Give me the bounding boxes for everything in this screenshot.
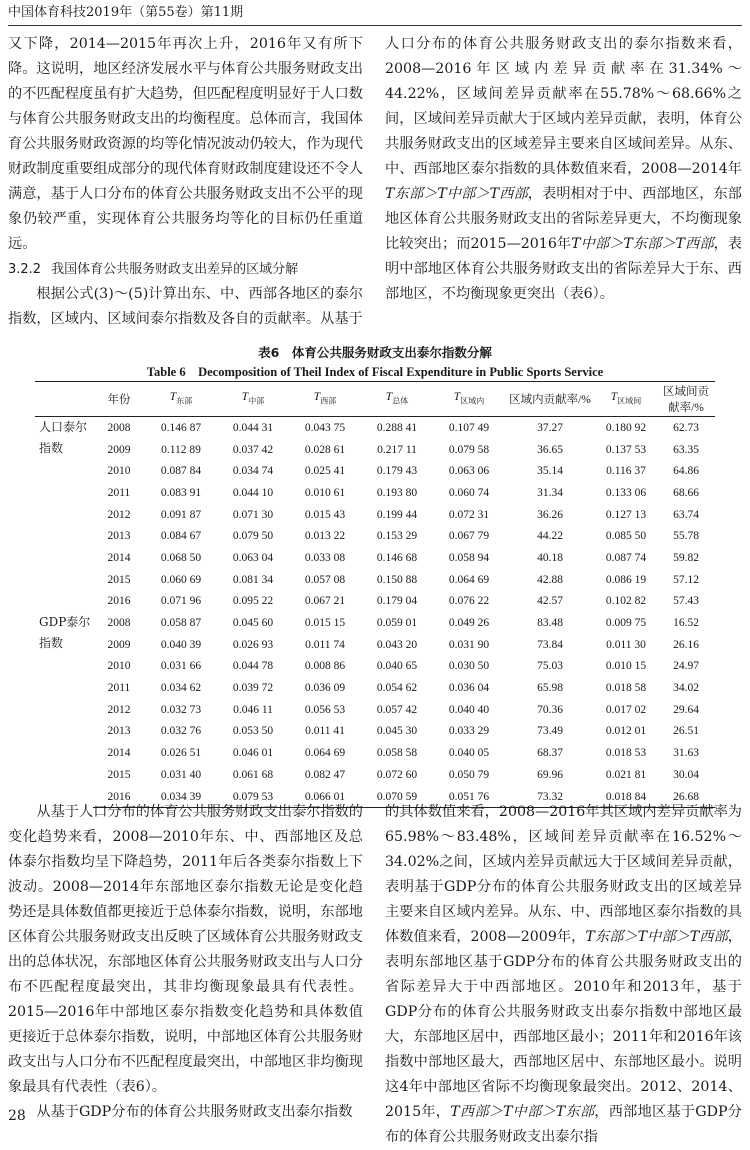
- table-row: [35, 634, 715, 656]
- table-cell: 0.040 40: [448, 703, 490, 716]
- table-cell: 0.079 50: [232, 530, 274, 543]
- table-row: [35, 460, 715, 482]
- table-cell: 0.133 06: [605, 486, 647, 499]
- table-cell: 16.52: [673, 617, 699, 630]
- table-cell: 73.32: [505, 786, 595, 808]
- table-cell: 0.034 39: [145, 786, 217, 808]
- table-cell: 0.040 39: [160, 638, 202, 651]
- table-cell: 0.217 11: [377, 443, 417, 456]
- paragraph-text: ，西部地区基于GDP分布的体育公共服务财政支出泰尔指: [385, 1104, 742, 1145]
- table-row: [35, 569, 715, 591]
- table-cell: 0.072 60: [376, 768, 418, 781]
- table-row: [35, 591, 715, 613]
- table-row: [35, 764, 715, 786]
- table-cell: 36.65: [537, 443, 563, 456]
- inequality-expression: T中部＞T东部＞T西部: [571, 236, 714, 252]
- table-cell: 2014: [107, 747, 131, 760]
- table-cell: 0.116 37: [606, 465, 646, 478]
- header-inter-rate: 区域间贡献率/%: [657, 382, 715, 417]
- table-cell: 0.127 13: [605, 508, 647, 521]
- top-left-column: [8, 32, 363, 332]
- table-cell: 0.049 26: [448, 617, 490, 630]
- table-cell: 2015: [107, 573, 131, 586]
- table-cell: 0.034 74: [232, 465, 274, 478]
- table-cell: 0.045 60: [232, 617, 274, 630]
- paragraph: [385, 800, 742, 1150]
- table-cell: 63.35: [673, 443, 699, 456]
- paragraph: 又下降，2014—2015年再次上升，2016年又有所下降。这说明，地区经济发展水平与体育公共服务财政支出的不匹配程度虽有扩大趋势，但匹配程度明显好于人口数与体育公共服务财政支出的均衡程度。总体而言，我国体育公共服务财政资源的均等化情况波动仍较大，作为现代财政制度重要组成部分的现代体育财政制度建设还不令人满意，基于人口分布的体育公共服务财政支出不公平的现象仍较严重，实现体育公共服务均等化的目标仍任重道远。: [8, 36, 363, 252]
- table-cell: 0.079 58: [448, 443, 490, 456]
- table-cell: 0.043 75: [304, 421, 346, 434]
- table-cell: 0.137 53: [605, 443, 647, 456]
- header-t-mid: $T_{中部}$: [217, 382, 289, 417]
- table-cell: 0.012 01: [605, 725, 647, 738]
- table-cell: 0.179 04: [376, 595, 418, 608]
- table-cell: 35.14: [537, 465, 563, 478]
- table-cell: 36.26: [537, 508, 563, 521]
- table-cell: 0.071 96: [160, 595, 202, 608]
- table-cell: 0.037 42: [232, 443, 274, 456]
- table-cell: 0.026 51: [160, 747, 202, 760]
- bottom-left-column: [8, 800, 363, 1125]
- table-cell: 73.84: [537, 638, 563, 651]
- section-number: 3.2.2: [8, 262, 42, 277]
- table-cell: 0.091 87: [160, 508, 202, 521]
- table-cell: 0.011 30: [606, 638, 646, 651]
- table-cell: 0.060 74: [448, 486, 490, 499]
- table-cell: 2012: [107, 508, 131, 521]
- paragraph-text: ，表明相对于中、西部地区，东部地区体育公共服务财政支出的省际差异更大，不均衡现象比较突出；而2015—2016年: [385, 186, 742, 252]
- table-cell: 0.031 90: [448, 638, 490, 651]
- table-cell: 0.082 47: [304, 768, 346, 781]
- table-row: [35, 439, 715, 461]
- table-cell: 42.57: [537, 595, 563, 608]
- table-cell: 0.058 87: [160, 617, 202, 630]
- table-cell: 2010: [107, 660, 131, 673]
- table-cell: 63.74: [673, 508, 699, 521]
- table-row: [35, 656, 715, 678]
- table-cell: 0.039 72: [232, 682, 274, 695]
- table-cell: 2008: [107, 421, 131, 434]
- table-cell: 0.056 53: [304, 703, 346, 716]
- table-row: [35, 547, 715, 569]
- table-cell: 0.036 04: [448, 682, 490, 695]
- inequality-expression: T西部＞T中部＞T东部: [450, 1104, 595, 1120]
- table-cell: 0.045 30: [376, 725, 418, 738]
- header-t-west: $T_{西部}$: [289, 382, 361, 417]
- table-row: [35, 612, 715, 634]
- table-cell: 0.046 11: [233, 703, 273, 716]
- table-cell: 2013: [107, 530, 131, 543]
- table-row: [35, 417, 715, 439]
- top-right-column: [385, 32, 742, 307]
- table-row: [35, 699, 715, 721]
- header-t-inter: $T_{区域间}$: [595, 382, 657, 417]
- table-cell: 26.51: [673, 725, 699, 738]
- table-cell: 0.030 50: [448, 660, 490, 673]
- table-cell: 0.032 76: [160, 725, 202, 738]
- table-cell: 2013: [107, 725, 131, 738]
- table-cell: 0.060 69: [160, 573, 202, 586]
- table-cell: 0.028 61: [304, 443, 346, 456]
- table-cell: 2012: [107, 703, 131, 716]
- header-t-intra: $T_{区域内}$: [433, 382, 505, 417]
- table-cell: 0.067 21: [304, 595, 346, 608]
- table-cell: 31.63: [673, 747, 699, 760]
- table-cell: 0.150 88: [376, 573, 418, 586]
- header-year: 年份: [93, 382, 145, 417]
- table-cell: 34.02: [673, 682, 699, 695]
- section-title: 我国体育公共服务财政支出差异的区域分解: [51, 262, 299, 277]
- table-cell: 2015: [107, 768, 131, 781]
- table-cell: 0.010 15: [605, 660, 647, 673]
- table-cell: 2016: [93, 786, 145, 808]
- table-cell: 0.180 92: [605, 421, 647, 434]
- table-cell: 0.033 08: [304, 551, 346, 564]
- table-cell: 0.044 78: [232, 660, 274, 673]
- table-cell: 0.013 22: [304, 530, 346, 543]
- table-cell: 0.153 29: [376, 530, 418, 543]
- table-cell: 0.008 86: [304, 660, 346, 673]
- paragraph: 从基于人口分布的体育公共服务财政支出泰尔指数的变化趋势来看，2008—2010年东、中、西部地区及总体泰尔指数均呈下降趋势，2011年后各类泰尔指数上下波动。2008—2014年东部地区泰尔指数无论是变化趋势还是具体数值都更接近于总体泰尔指数，说明，东部地区体育公共服务财政支出反映了区域体育公共服务财政支出的总体状况，东部地区体育公共服务财政支出与人口分布不匹配程度最突出，其非均衡现象最具有代表性。2015—2016年中部地区泰尔指数变化趋势和具体数值更接近于总体泰尔指数，说明，中部地区体育公共服务财政支出与人口分布不匹配程度最突出，中部地区非均衡现象最具有代表性（表6）。: [8, 804, 363, 1095]
- table-cell: 0.085 50: [605, 530, 647, 543]
- table-cell: 0.061 68: [232, 768, 274, 781]
- table-cell: 0.017 02: [605, 703, 647, 716]
- table-cell: 0.051 76: [433, 786, 505, 808]
- table-cell: 24.97: [673, 660, 699, 673]
- table-cell: 0.146 87: [160, 421, 202, 434]
- table-cell: 0.018 53: [605, 747, 647, 760]
- table-cell: 0.059 01: [376, 617, 418, 630]
- table-cell: 64.86: [673, 465, 699, 478]
- table-cell: 0.034 62: [160, 682, 202, 695]
- table-cell: 0.084 67: [160, 530, 202, 543]
- table-cell: 0.044 31: [232, 421, 274, 434]
- table-cell: 0.058 58: [376, 747, 418, 760]
- table-cell: 2008: [107, 617, 131, 630]
- table-cell: 0.064 69: [448, 573, 490, 586]
- table-cell: 37.27: [537, 421, 563, 434]
- table-row: [35, 742, 715, 764]
- table-cell: 69.96: [537, 768, 563, 781]
- table-cell: 26.16: [673, 638, 699, 651]
- table-cell: 57.43: [673, 595, 699, 608]
- table-cell: 0.095 22: [232, 595, 274, 608]
- table-cell: 0.058 94: [448, 551, 490, 564]
- header-intra-rate: 区域内贡献率/%: [505, 382, 595, 417]
- table-cell: 0.102 82: [605, 595, 647, 608]
- header-t-total: $T_{总体}$: [361, 382, 433, 417]
- table-cell: 44.22: [537, 530, 563, 543]
- table-cell: 0.072 31: [448, 508, 490, 521]
- table-cell: 0.026 93: [232, 638, 274, 651]
- table-cell: 75.03: [537, 660, 563, 673]
- table-cell: 2011: [107, 682, 131, 695]
- table-cell: 0.288 41: [376, 421, 418, 434]
- table-cell: 2010: [107, 465, 131, 478]
- table-cell: 0.057 42: [376, 703, 418, 716]
- table-cell: 30.04: [673, 768, 699, 781]
- paragraph-text: ，表明东部地区基于GDP分布的体育公共服务财政支出的省际差异大于中西部地区。2010年和2013年，基于GDP分布的体育公共服务财政支出泰尔指数中部地区最大，东部地区居中，西部地区最小；2011年和2016年该指数中部地区最大，西部地区居中、东部地区最小。说明这4年中部地区省际不均衡现象最突出。2012、2014、2015年，: [385, 929, 742, 1120]
- table-cell: 0.011 41: [305, 725, 345, 738]
- paragraph-text: 人口分布的体育公共服务财政支出的泰尔指数来看，2008—2016年区域内差异贡献率在31.34%～44.22%，区域间差异贡献率在55.78%～68.66%之间，区域间差异贡献大于区域内差异贡献，表明，体育公共服务财政支出的区域差异主要来自区域间差异。从东、中、西部地区泰尔指数的具体数值来看，2008—2014年: [385, 36, 742, 177]
- table-cell: 0.031 66: [160, 660, 202, 673]
- table-cell: 0.043 20: [376, 638, 418, 651]
- table-cell: 0.079 53: [217, 786, 289, 808]
- table-cell: 2011: [107, 486, 131, 499]
- table-row: [35, 677, 715, 699]
- table-cell: 2014: [107, 551, 131, 564]
- table-cell: 0.086 19: [605, 573, 647, 586]
- table-cell: 0.010 61: [304, 486, 346, 499]
- table-cell: 70.36: [537, 703, 563, 716]
- bottom-right-column: [385, 800, 742, 1150]
- table-cell: 0.193 80: [376, 486, 418, 499]
- table-cell: 0.081 34: [232, 573, 274, 586]
- table-cell: 0.087 74: [605, 551, 647, 564]
- table-row: [35, 504, 715, 526]
- table-cell: 55.78: [673, 530, 699, 543]
- table-cell: 0.107 49: [448, 421, 490, 434]
- table-cell: 68.66: [673, 486, 699, 499]
- table-cell: 0.054 62: [376, 682, 418, 695]
- running-head: 中国体育科技2019年（第55卷）第11期: [8, 4, 742, 26]
- table-cell: 0.053 50: [232, 725, 274, 738]
- table-cell: 0.087 84: [160, 465, 202, 478]
- table-cell: 29.64: [673, 703, 699, 716]
- table-cell: 83.48: [537, 617, 563, 630]
- table-cell: 68.37: [537, 747, 563, 760]
- table-cell: 0.025 41: [304, 465, 346, 478]
- table-cell: 0.044 10: [232, 486, 274, 499]
- table-cell: 73.49: [537, 725, 563, 738]
- table-row: [35, 482, 715, 504]
- table-cell: 0.015 43: [304, 508, 346, 521]
- table-cell: 0.009 75: [605, 617, 647, 630]
- table-row: [35, 721, 715, 743]
- table-cell: 0.076 22: [448, 595, 490, 608]
- page-number: 28: [8, 1108, 26, 1124]
- table-cell: 0.067 79: [448, 530, 490, 543]
- table-cell: 0.068 50: [160, 551, 202, 564]
- inequality-expression: T东部＞T中部＞T西部: [385, 186, 528, 202]
- table-cell: 2009: [107, 638, 131, 651]
- table-cell: 0.040 05: [448, 747, 490, 760]
- table-cell: 0.071 30: [232, 508, 274, 521]
- table-header-row: [35, 382, 715, 417]
- table-cell: 0.199 44: [376, 508, 418, 521]
- table-cell: 0.018 84: [595, 786, 657, 808]
- table-cell: 0.057 08: [304, 573, 346, 586]
- paragraph-text: 的具体数值来看，2008—2016年其区域内差异贡献率为65.98%～83.48%，区域间差异贡献率在16.52%～34.02%之间，区域内差异贡献远大于区域间差异贡献，表明基于GDP分布的体育公共服务财政支出的区域差异主要来自区域内差异。从东、中、西部地区泰尔指数的具体数值来看，2008—2009年，: [385, 804, 742, 945]
- table-cell: 40.18: [537, 551, 563, 564]
- table-cell: 0.063 04: [232, 551, 274, 564]
- table-cell: 0.032 73: [160, 703, 202, 716]
- table-cell: 2016: [107, 595, 131, 608]
- table-cell: 31.34: [537, 486, 563, 499]
- table-cell: 0.018 58: [605, 682, 647, 695]
- table-row: [35, 525, 715, 547]
- table-cell: 59.82: [673, 551, 699, 564]
- table-cell: 26.68: [657, 786, 715, 808]
- table-cell: 0.083 91: [160, 486, 202, 499]
- table-cell: 2009: [107, 443, 131, 456]
- table-cell: 0.064 69: [304, 747, 346, 760]
- table-cell: 0.063 06: [448, 465, 490, 478]
- table-cell: 0.040 65: [376, 660, 418, 673]
- row-group-label: 人口泰尔指数: [39, 420, 88, 455]
- inequality-expression: T东部＞T中部＞T西部: [585, 929, 728, 945]
- paragraph: 从基于GDP分布的体育公共服务财政支出泰尔指数: [36, 1104, 353, 1120]
- header-t-east: $T_{东部}$: [145, 382, 217, 417]
- table-caption-cn: 表6 体育公共服务财政支出泰尔指数分解: [258, 345, 492, 360]
- table-cell: 0.015 15: [304, 617, 346, 630]
- table-cell: 62.73: [673, 421, 699, 434]
- paragraph: [385, 32, 742, 307]
- table-caption-en: Table 6 Decomposition of Theil Index of Fiscal Expenditure in Public Sports Service: [146, 365, 604, 379]
- row-group-label: GDP泰尔指数: [39, 615, 91, 651]
- table-cell: 0.036 09: [304, 682, 346, 695]
- table-cell: 42.88: [537, 573, 563, 586]
- table-cell: 0.112 89: [161, 443, 201, 456]
- table-cell: 0.070 59: [361, 786, 433, 808]
- table-cell: 0.011 74: [305, 638, 345, 651]
- paragraph: 根据公式(3)～(5)计算出东、中、西部各地区的泰尔指数，区域内、区域间泰尔指数及各自的贡献率。从基于: [8, 286, 363, 327]
- table-cell: 0.146 68: [376, 551, 418, 564]
- table-cell: 0.179 43: [376, 465, 418, 478]
- table-cell: 57.12: [673, 573, 699, 586]
- table-cell: 0.046 01: [232, 747, 274, 760]
- table-cell: 0.031 40: [160, 768, 202, 781]
- section-heading: [8, 257, 363, 282]
- theil-table: [35, 381, 715, 808]
- table-cell: 0.066 01: [289, 786, 361, 808]
- table-cell: 0.050 79: [448, 768, 490, 781]
- table-cell: 0.021 81: [605, 768, 647, 781]
- paragraph-text: ，表明中部地区体育公共服务财政支出的省际差异大于东、西部地区，不均衡现象更突出（表6）。: [385, 236, 742, 302]
- table-cell: 0.033 29: [448, 725, 490, 738]
- table-cell: 65.98: [537, 682, 563, 695]
